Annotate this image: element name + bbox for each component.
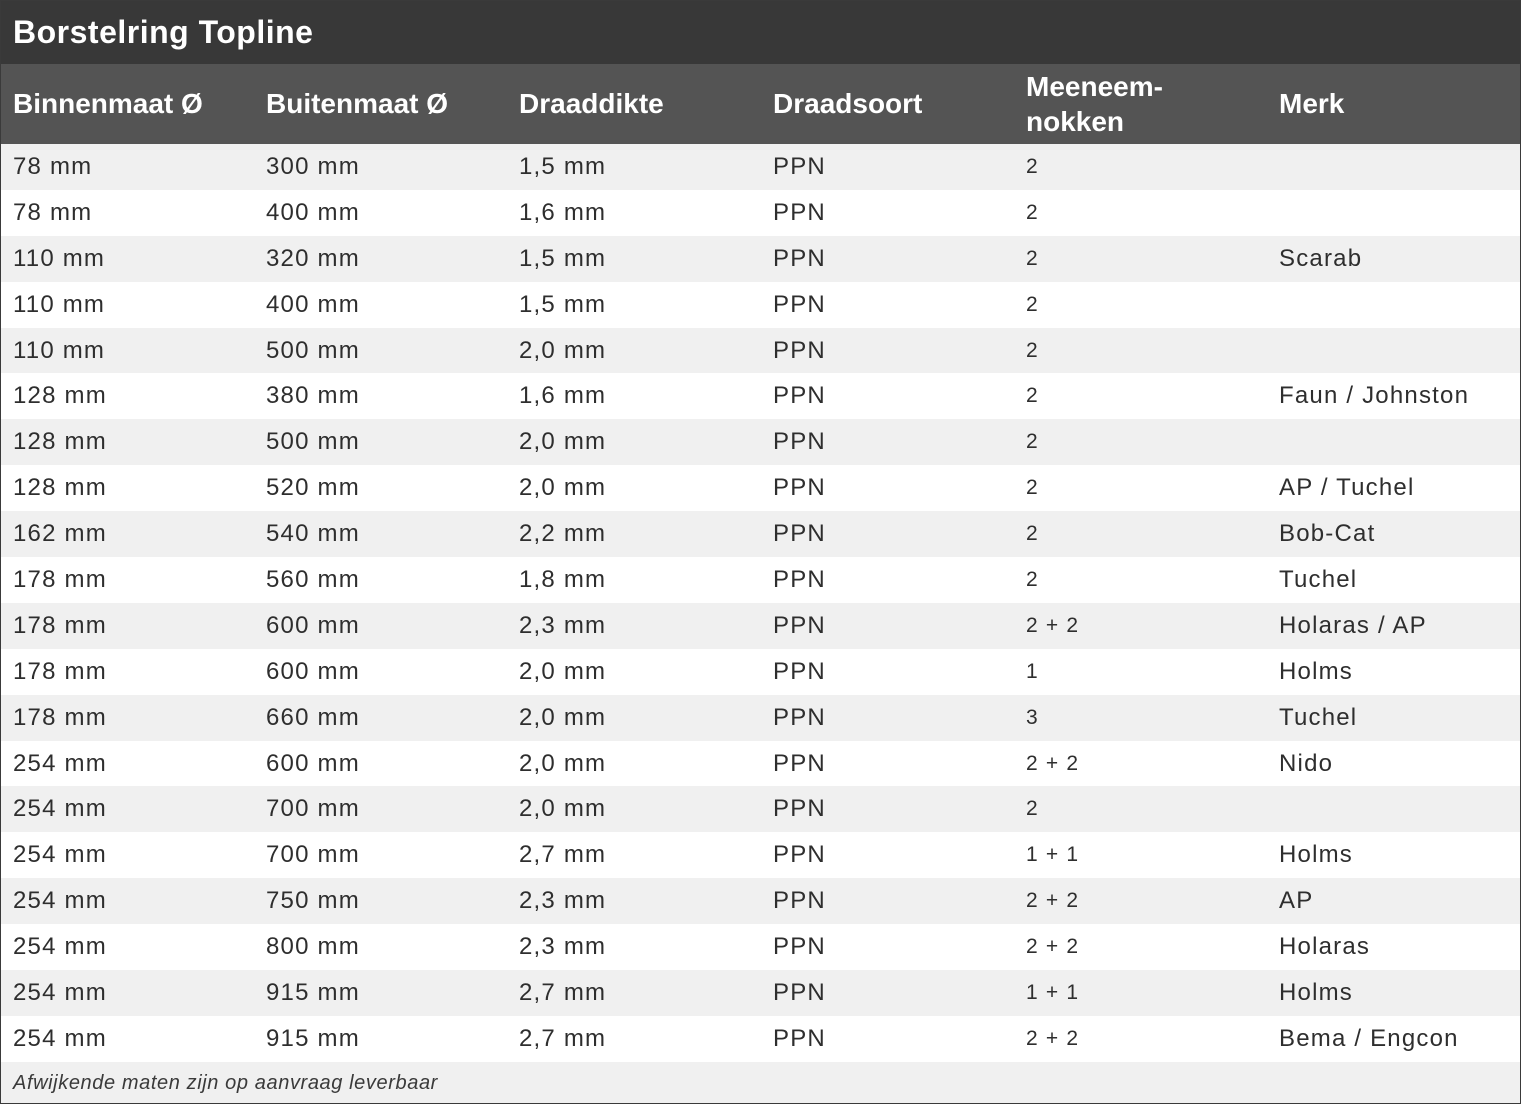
cell-draaddikte: 2,0 mm <box>519 474 607 502</box>
cell-draadsoort: PPN <box>773 887 826 915</box>
cell-buitenmaat: 400 mm <box>266 290 360 318</box>
cell-binnenmaat: 254 mm <box>13 978 107 1006</box>
cell-draaddikte: 1,5 mm <box>519 244 607 272</box>
cell-draaddikte: 2,3 mm <box>519 887 607 915</box>
table-footnote: Afwijkende maten zijn op aanvraag leverbaar <box>1 1062 1520 1104</box>
cell-binnenmaat: 178 mm <box>13 657 107 685</box>
header-meeneemnokken-line1: Meeneem- <box>1026 71 1163 102</box>
cell-merk: Tuchel <box>1279 565 1358 593</box>
table-body <box>1 144 1520 1062</box>
cell-draaddikte: 2,3 mm <box>519 933 607 961</box>
table-row <box>1 603 1520 649</box>
cell-buitenmaat: 700 mm <box>266 841 360 869</box>
cell-draadsoort: PPN <box>773 336 826 364</box>
cell-draaddikte: 1,5 mm <box>519 152 607 180</box>
cell-draadsoort: PPN <box>773 428 826 456</box>
cell-merk: Faun / Johnston <box>1279 382 1470 410</box>
cell-draadsoort: PPN <box>773 290 826 318</box>
cell-meeneemnokken: 1 + 1 <box>1026 843 1080 867</box>
cell-binnenmaat: 78 mm <box>13 152 93 180</box>
cell-draaddikte: 2,0 mm <box>519 795 607 823</box>
cell-merk: Scarab <box>1279 244 1363 272</box>
table-row <box>1 236 1520 282</box>
cell-binnenmaat: 110 mm <box>13 244 106 272</box>
cell-draaddikte: 1,5 mm <box>519 290 607 318</box>
cell-meeneemnokken: 2 + 2 <box>1026 613 1080 637</box>
cell-merk: Holms <box>1279 978 1354 1006</box>
cell-binnenmaat: 178 mm <box>13 611 107 639</box>
cell-binnenmaat: 110 mm <box>13 290 106 318</box>
cell-merk: Bema / Engcon <box>1279 1024 1459 1052</box>
cell-draaddikte: 2,3 mm <box>519 611 607 639</box>
table-header-row <box>1 64 1520 144</box>
cell-meeneemnokken: 2 + 2 <box>1026 889 1080 913</box>
table-row <box>1 557 1520 603</box>
cell-draadsoort: PPN <box>773 611 826 639</box>
cell-binnenmaat: 110 mm <box>13 336 106 364</box>
cell-draadsoort: PPN <box>773 978 826 1006</box>
table-row <box>1 419 1520 465</box>
table-title: Borstelring Topline <box>1 1 1520 64</box>
header-draaddikte: Draaddikte <box>519 88 664 119</box>
cell-meeneemnokken: 2 <box>1026 338 1039 362</box>
cell-draaddikte: 1,6 mm <box>519 382 607 410</box>
cell-meeneemnokken: 2 <box>1026 384 1039 408</box>
cell-buitenmaat: 500 mm <box>266 336 360 364</box>
cell-buitenmaat: 300 mm <box>266 152 360 180</box>
cell-merk: Tuchel <box>1279 703 1358 731</box>
cell-buitenmaat: 500 mm <box>266 428 360 456</box>
cell-buitenmaat: 700 mm <box>266 795 360 823</box>
table-row <box>1 924 1520 970</box>
cell-draadsoort: PPN <box>773 703 826 731</box>
cell-draadsoort: PPN <box>773 198 826 226</box>
cell-draaddikte: 2,0 mm <box>519 703 607 731</box>
cell-merk: Holms <box>1279 657 1354 685</box>
table-row <box>1 1016 1520 1062</box>
table-row <box>1 695 1520 741</box>
header-meeneemnokken-line2: nokken <box>1026 106 1125 137</box>
cell-meeneemnokken: 2 + 2 <box>1026 1026 1080 1050</box>
cell-buitenmaat: 600 mm <box>266 611 360 639</box>
cell-buitenmaat: 560 mm <box>266 565 360 593</box>
cell-draaddikte: 2,7 mm <box>519 1024 607 1052</box>
header-merk: Merk <box>1279 88 1345 119</box>
table-row <box>1 190 1520 236</box>
cell-merk: AP <box>1279 887 1314 915</box>
cell-merk: Holaras / AP <box>1279 611 1427 639</box>
cell-binnenmaat: 254 mm <box>13 887 107 915</box>
cell-meeneemnokken: 2 <box>1026 522 1039 546</box>
header-binnenmaat: Binnenmaat Ø <box>13 88 203 119</box>
cell-meeneemnokken: 2 <box>1026 567 1039 591</box>
cell-buitenmaat: 915 mm <box>266 978 360 1006</box>
cell-buitenmaat: 750 mm <box>266 887 360 915</box>
cell-draadsoort: PPN <box>773 933 826 961</box>
cell-meeneemnokken: 2 + 2 <box>1026 751 1080 775</box>
cell-draadsoort: PPN <box>773 152 826 180</box>
cell-draaddikte: 1,8 mm <box>519 565 607 593</box>
table-row <box>1 282 1520 328</box>
cell-meeneemnokken: 1 <box>1026 659 1039 683</box>
cell-binnenmaat: 254 mm <box>13 1024 107 1052</box>
cell-meeneemnokken: 2 <box>1026 200 1039 224</box>
cell-draadsoort: PPN <box>773 1024 826 1052</box>
cell-binnenmaat: 128 mm <box>13 382 107 410</box>
table-row <box>1 373 1520 419</box>
cell-draadsoort: PPN <box>773 474 826 502</box>
cell-buitenmaat: 660 mm <box>266 703 360 731</box>
table-row <box>1 832 1520 878</box>
cell-buitenmaat: 800 mm <box>266 933 360 961</box>
table-row <box>1 465 1520 511</box>
cell-buitenmaat: 540 mm <box>266 520 360 548</box>
cell-merk: Holaras <box>1279 933 1371 961</box>
cell-binnenmaat: 178 mm <box>13 565 107 593</box>
cell-draaddikte: 2,0 mm <box>519 749 607 777</box>
cell-meeneemnokken: 2 <box>1026 797 1039 821</box>
cell-buitenmaat: 520 mm <box>266 474 360 502</box>
cell-draaddikte: 2,7 mm <box>519 841 607 869</box>
header-buitenmaat: Buitenmaat Ø <box>266 88 449 119</box>
cell-buitenmaat: 600 mm <box>266 657 360 685</box>
cell-draaddikte: 2,0 mm <box>519 428 607 456</box>
cell-binnenmaat: 254 mm <box>13 841 107 869</box>
cell-draaddikte: 1,6 mm <box>519 198 607 226</box>
cell-binnenmaat: 254 mm <box>13 933 107 961</box>
cell-binnenmaat: 128 mm <box>13 474 107 502</box>
header-meeneemnokken <box>1026 69 1279 139</box>
cell-merk: AP / Tuchel <box>1279 474 1415 502</box>
cell-draadsoort: PPN <box>773 841 826 869</box>
cell-draadsoort: PPN <box>773 382 826 410</box>
table-row <box>1 970 1520 1016</box>
header-draadsoort: Draadsoort <box>773 88 923 119</box>
cell-meeneemnokken: 2 <box>1026 430 1039 454</box>
table-row <box>1 649 1520 695</box>
cell-meeneemnokken: 2 <box>1026 154 1039 178</box>
cell-merk: Holms <box>1279 841 1354 869</box>
cell-meeneemnokken: 2 <box>1026 476 1039 500</box>
table-row <box>1 328 1520 374</box>
cell-merk: Nido <box>1279 749 1334 777</box>
cell-draaddikte: 2,7 mm <box>519 978 607 1006</box>
cell-meeneemnokken: 2 <box>1026 292 1039 316</box>
cell-binnenmaat: 178 mm <box>13 703 107 731</box>
cell-meeneemnokken: 2 <box>1026 246 1039 270</box>
cell-buitenmaat: 915 mm <box>266 1024 360 1052</box>
cell-meeneemnokken: 3 <box>1026 705 1039 729</box>
cell-meeneemnokken: 1 + 1 <box>1026 980 1080 1004</box>
cell-draadsoort: PPN <box>773 244 826 272</box>
table-row <box>1 878 1520 924</box>
cell-draaddikte: 2,0 mm <box>519 336 607 364</box>
cell-meeneemnokken: 2 + 2 <box>1026 935 1080 959</box>
cell-binnenmaat: 254 mm <box>13 795 107 823</box>
cell-buitenmaat: 380 mm <box>266 382 360 410</box>
cell-buitenmaat: 320 mm <box>266 244 360 272</box>
cell-draadsoort: PPN <box>773 565 826 593</box>
cell-buitenmaat: 400 mm <box>266 198 360 226</box>
table-row <box>1 786 1520 832</box>
cell-draaddikte: 2,2 mm <box>519 520 607 548</box>
cell-draadsoort: PPN <box>773 657 826 685</box>
cell-merk: Bob-Cat <box>1279 520 1376 548</box>
table-row <box>1 741 1520 787</box>
cell-binnenmaat: 78 mm <box>13 198 93 226</box>
cell-draadsoort: PPN <box>773 795 826 823</box>
cell-binnenmaat: 162 mm <box>13 520 107 548</box>
table-row <box>1 144 1520 190</box>
cell-draadsoort: PPN <box>773 520 826 548</box>
cell-binnenmaat: 128 mm <box>13 428 107 456</box>
cell-draaddikte: 2,0 mm <box>519 657 607 685</box>
cell-binnenmaat: 254 mm <box>13 749 107 777</box>
table-row <box>1 511 1520 557</box>
cell-buitenmaat: 600 mm <box>266 749 360 777</box>
cell-draadsoort: PPN <box>773 749 826 777</box>
